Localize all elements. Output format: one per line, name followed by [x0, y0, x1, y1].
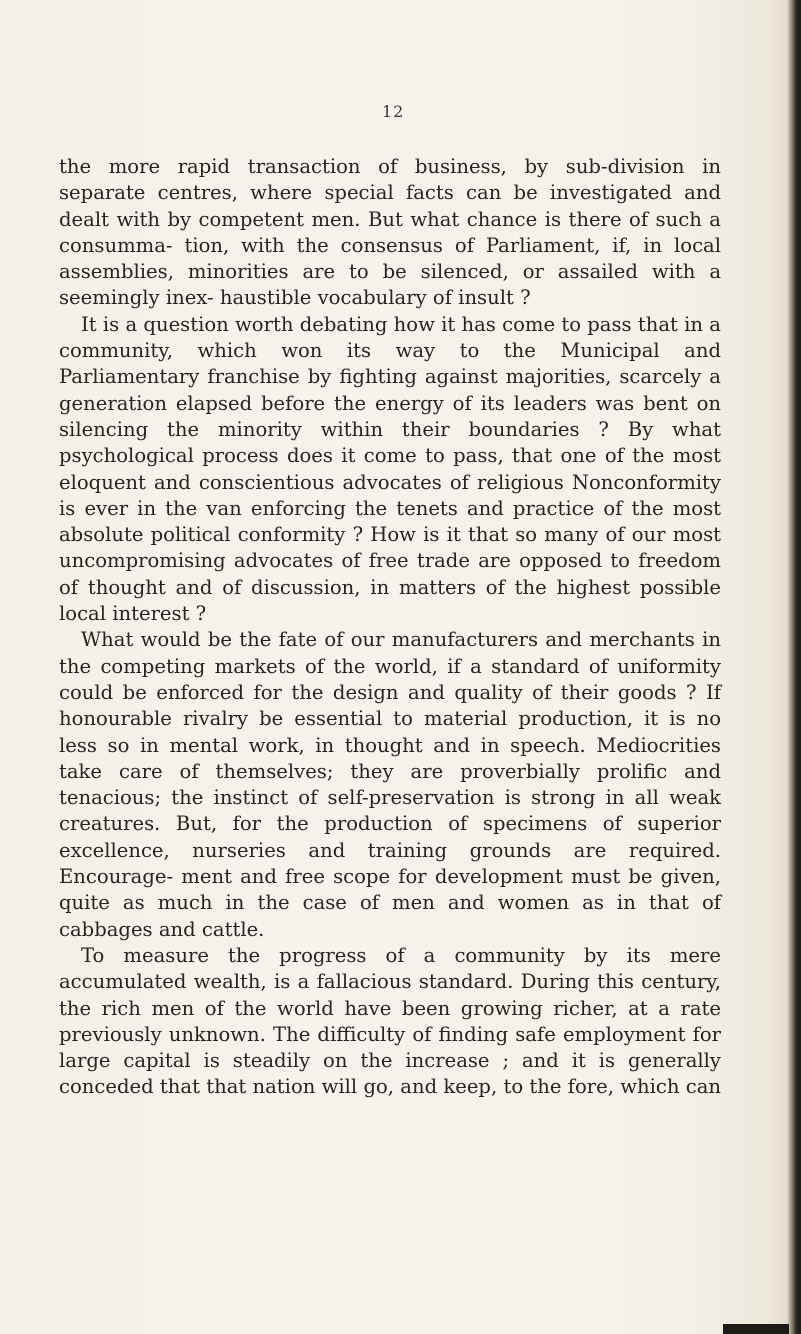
paragraph-4: To measure the progress of a community by its mere accumulated wealth, is a fallacious standard. During this century, the rich men of the world have been growing richer, at a rate previously unknown. The difficulty of finding safe employment for large capital is steadily on the increase ; and it is generally conceded that that nation will go, and keep, to the fore, which can	[59, 943, 721, 1099]
paragraph-1: the more rapid transaction of business, by sub-division in separate centres, where special facts can be investigated and dealt with by competent men. But what chance is there of such a consumma- tion, with the consensus of Parliament, if, in local assemblies, minorities are to be silenced, or assailed with a seemingly inex- haustible vocabulary of insult ?	[59, 155, 721, 310]
scan-edge-mark	[723, 1324, 789, 1334]
body-text	[59, 154, 721, 1101]
page-number: 12	[382, 102, 405, 121]
book-spine-edge	[787, 0, 801, 1334]
paragraph-2: It is a question worth debating how it has come to pass that in a community, which won its way to the Municipal and Parliamentary franchise by fighting against majorities, scarcely a generation elapsed before the energy of its leaders was bent on silencing the minority within their boundaries ? By what psychological process does it come to pass, that one of the most eloquent and conscientious advocates of religious Nonconformity is ever in the van enforcing the tenets and practice of the most absolute political conformity ? How is it that so many of our most uncompromising advocates of free trade are opposed to freedom of thought and of discussion, in matters of the highest possible local interest ?	[59, 312, 721, 626]
paragraph-3: What would be the fate of our manufacturers and merchants in the competing markets of the world, if a standard of uniformity could be enforced for the design and quality of their goods ? If honourable rivalry be essential to material production, it is no less so in mental work, in thought and in speech. Mediocrities take care of themselves; they are proverbially prolific and tenacious; the instinct of self-preservation is strong in all weak creatures. But, for the production of specimens of superior excellence, nurseries and training grounds are required. Encourage- ment and free scope for development must be given, quite as much in the case of men and women as in that of cabbages and cattle.	[59, 628, 721, 941]
